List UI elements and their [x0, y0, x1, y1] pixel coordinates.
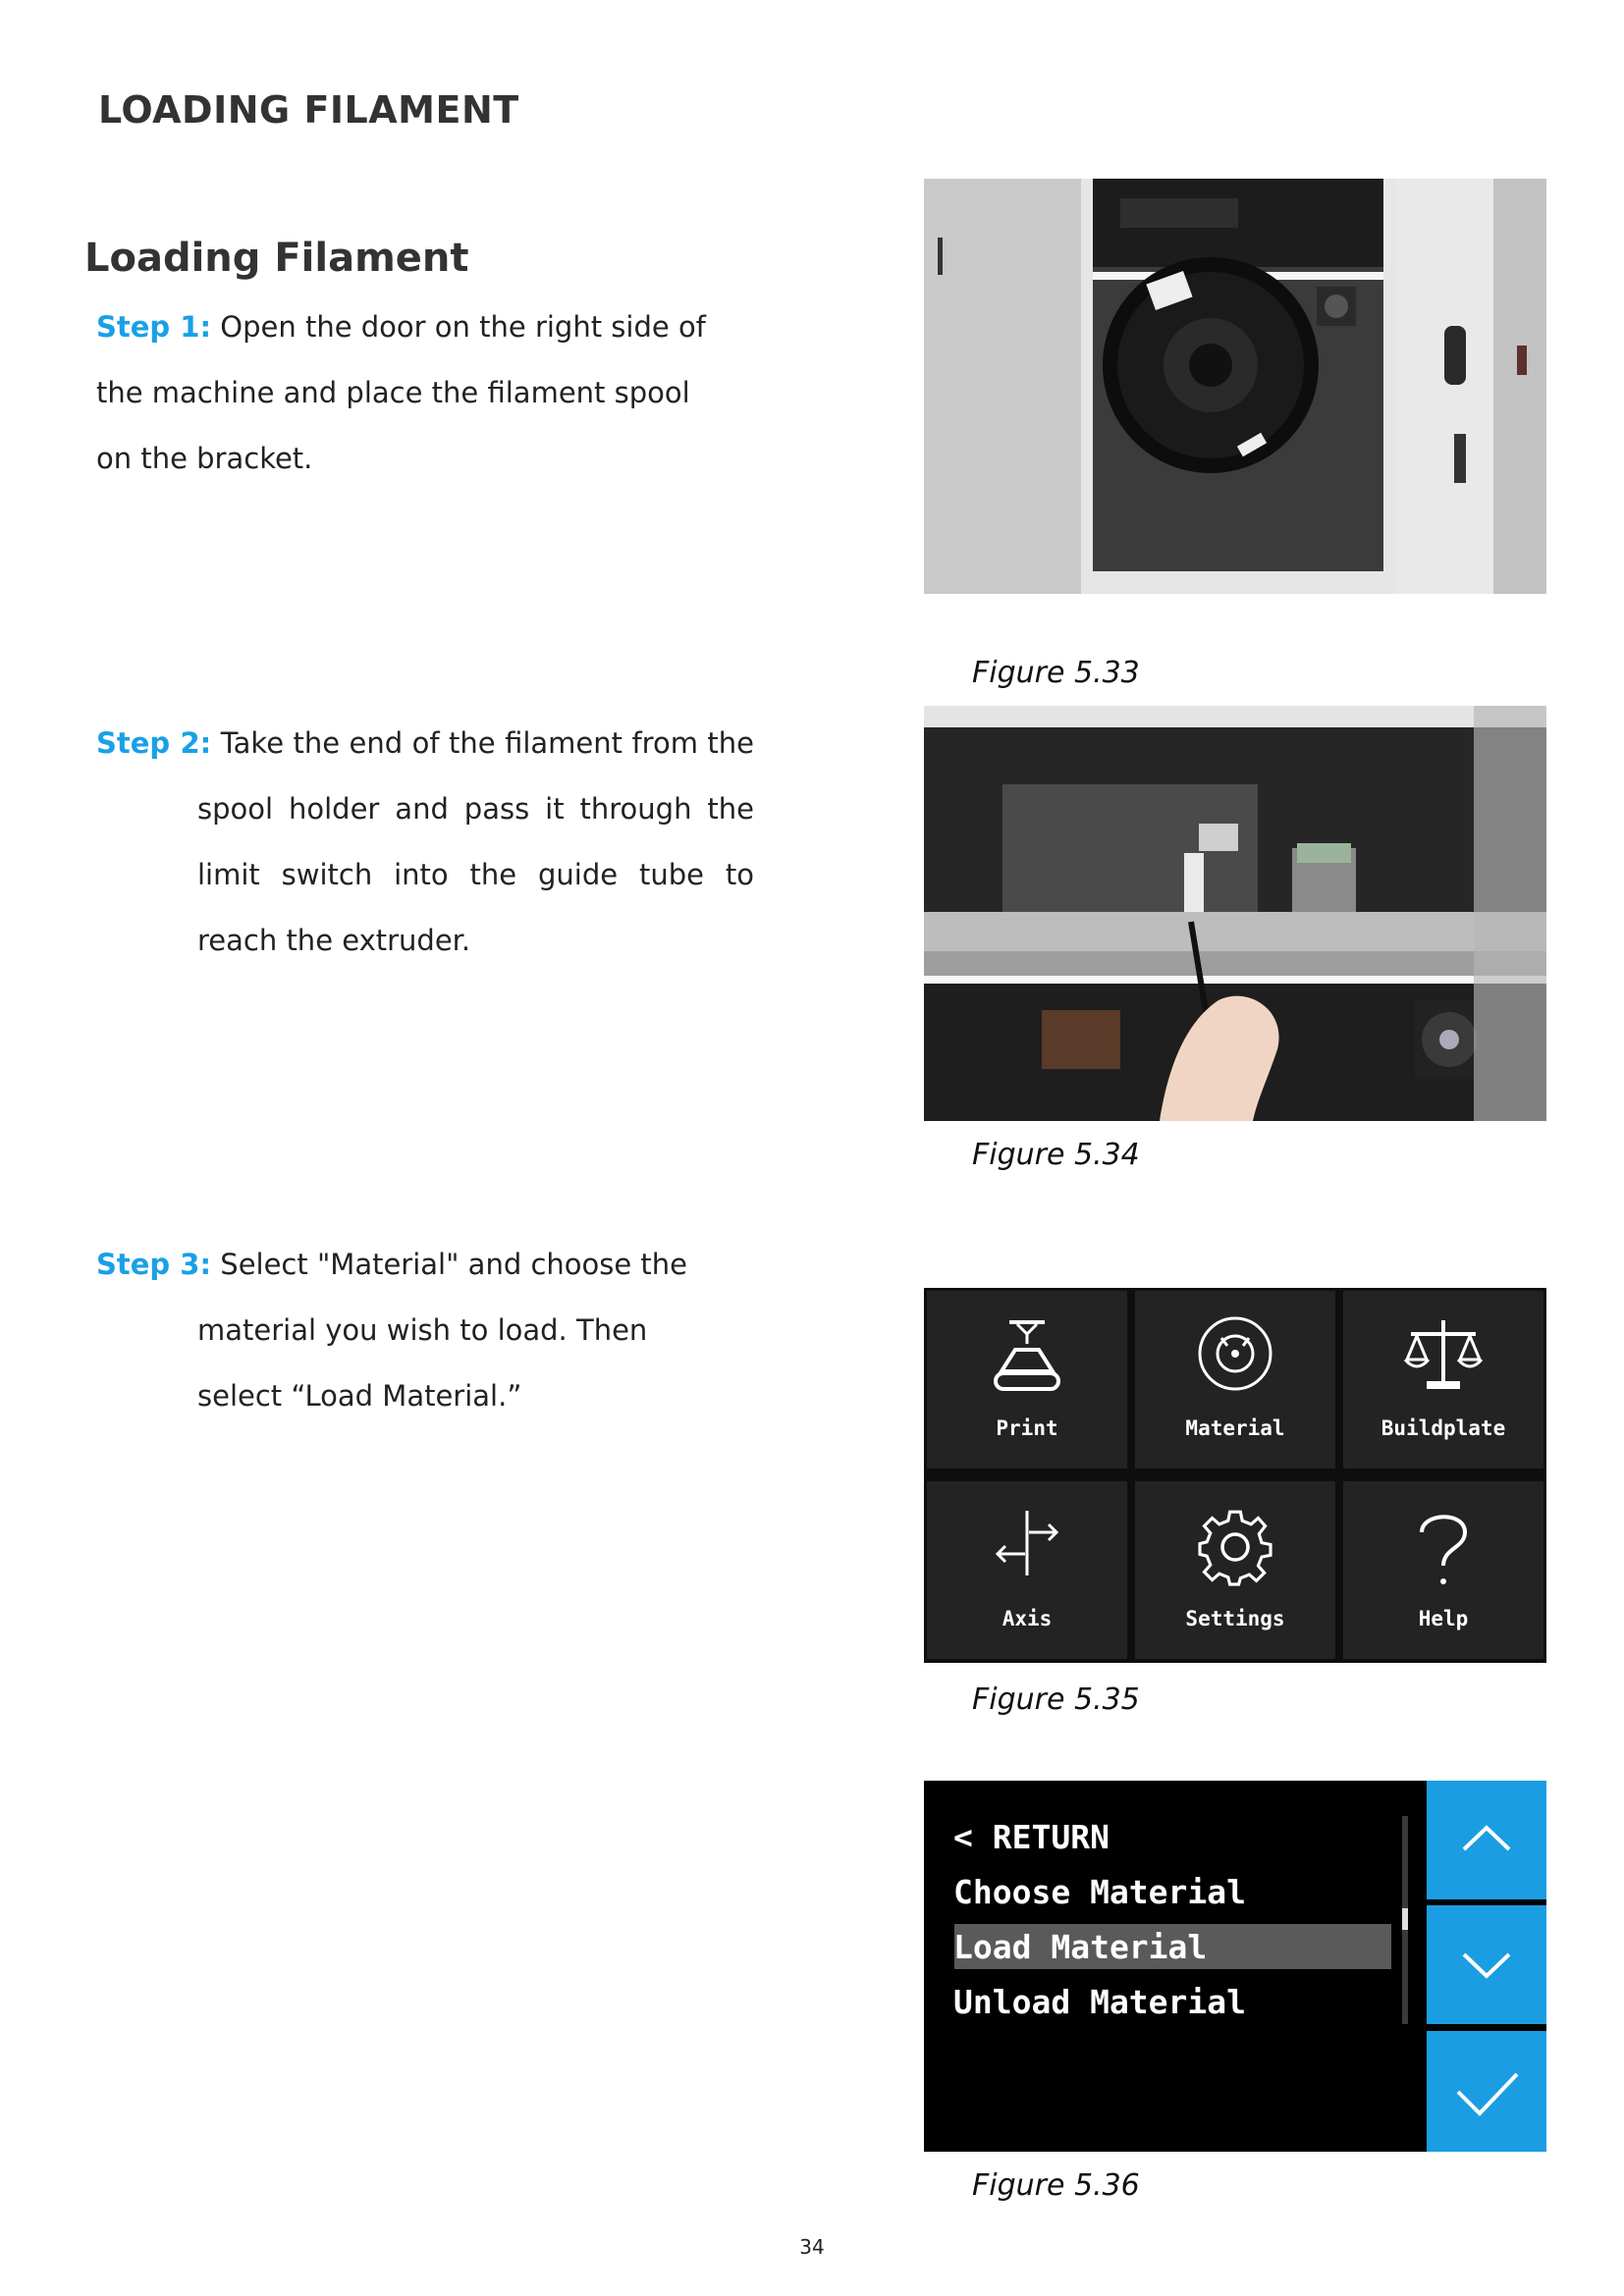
list-item-return[interactable]: < RETURN [953, 1818, 1110, 1856]
figure-5-33-caption: Figure 5.33 [972, 656, 1140, 690]
step-3-first-text: Select "Material" and choose the [220, 1248, 688, 1281]
figure-5-36-caption: Figure 5.36 [972, 2168, 1140, 2203]
scroll-down-button[interactable] [1427, 1905, 1546, 2024]
checkmark-icon [1427, 2031, 1546, 2152]
step-1-text: Open the door on the right side of the machine and place the filament spool on the bracket. [96, 310, 706, 475]
help-icon [1343, 1503, 1543, 1591]
figure-5-34-caption: Figure 5.34 [972, 1138, 1140, 1172]
list-scrollbar-thumb[interactable] [1402, 1908, 1408, 1930]
menu-tile-settings-label: Settings [1185, 1607, 1285, 1630]
section-title: Loading Filament [84, 236, 469, 281]
menu-tile-axis-label: Axis [1001, 1607, 1053, 1630]
figure-5-33-photo [924, 179, 1546, 594]
step-2-first-text: Take the end of the filament from the [220, 726, 754, 760]
menu-tile-print-label: Print [996, 1416, 1058, 1440]
scroll-up-button[interactable] [1427, 1781, 1546, 1899]
page-heading: LOADING FILAMENT [98, 88, 519, 132]
settings-icon [1135, 1503, 1335, 1591]
material-icon [1135, 1312, 1335, 1401]
menu-tile-buildplate[interactable] [1343, 1291, 1543, 1468]
step-2-text: spool holder and pass it through the limit switch into the guide tube to reach the extruder. [197, 792, 754, 957]
chevron-down-icon [1427, 1905, 1546, 2024]
menu-tile-axis[interactable] [927, 1481, 1127, 1659]
axis-icon [927, 1503, 1127, 1591]
step-3-label: Step 3: [96, 1248, 212, 1281]
chevron-up-icon [1427, 1781, 1546, 1899]
menu-tile-material[interactable] [1135, 1291, 1335, 1468]
menu-tile-help[interactable] [1343, 1481, 1543, 1659]
menu-tile-settings[interactable] [1135, 1481, 1335, 1659]
step-1-label: Step 1: [96, 310, 212, 344]
list-item-load-material[interactable]: Load Material [953, 1928, 1208, 1966]
step-2-label: Step 2: [96, 726, 212, 760]
menu-tile-buildplate-label: Buildplate [1380, 1416, 1506, 1440]
figure-5-34-photo [924, 706, 1546, 1121]
figure-5-35-menu-screen [924, 1288, 1546, 1663]
confirm-button[interactable] [1427, 2031, 1546, 2152]
figure-5-36-list-screen [924, 1781, 1546, 2152]
menu-tile-help-label: Help [1418, 1607, 1469, 1630]
list-item-choose-material[interactable]: Choose Material [953, 1873, 1247, 1911]
step-3 [96, 1232, 725, 1429]
step-2 [96, 711, 754, 974]
step-1 [96, 294, 725, 492]
page-number: 34 [799, 2235, 825, 2259]
buildplate-icon [1343, 1312, 1543, 1401]
print-icon [927, 1312, 1127, 1401]
list-item-unload-material[interactable]: Unload Material [953, 1983, 1247, 2021]
figure-5-35-caption: Figure 5.35 [972, 1682, 1140, 1717]
menu-tile-material-label: Material [1185, 1416, 1285, 1440]
step-3-text: material you wish to load. Then select “Load Material.” [197, 1313, 648, 1413]
menu-tile-print[interactable] [927, 1291, 1127, 1468]
step-2-first-line [96, 711, 754, 776]
